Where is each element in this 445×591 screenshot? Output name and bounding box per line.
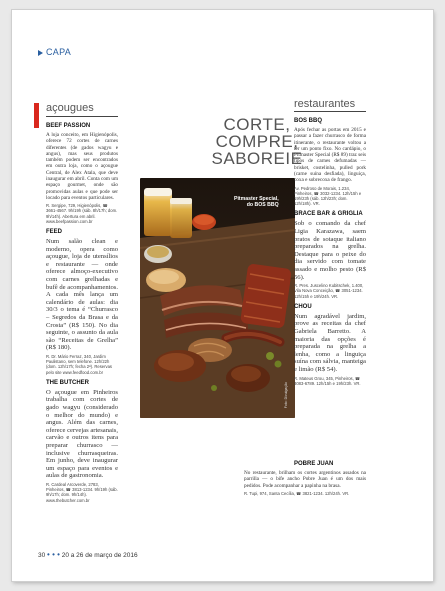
section-title-acougues: açougues <box>46 102 94 114</box>
folio-dots: • • • <box>47 550 60 559</box>
page-number: 30 <box>38 552 46 559</box>
venue-name-bos-bbq: BOS BBQ <box>294 118 323 124</box>
venue-info-feed: R. Dr. Mário Ferraz, 340, Jardim Paulistano, sem telefone. 12h/22h (dom. 12h/17h; fecha 2ª). Reservas pelo site www.feedfood.com.br <box>46 353 113 375</box>
venue-name-feed: FEED <box>46 229 63 236</box>
photo-credit: Foto: Divulgação <box>284 382 288 409</box>
venue-body-chou: Num agradável jardim, prove as receitas da chef Gabriela Barretto. A maioria das opções é preparada na grelha a lenha, como a linguiça suína com sálvia, manteiga e limão (R$ 54). <box>294 312 366 373</box>
feature-title-line-2: COMPRE, <box>215 132 299 151</box>
venue-info-the-butcher: R. Cardeal Arcoverde, 2783, Pinheiros, ☎ 3813-1234. 9h/19h (sáb. 9h/17h; dom. 9h/14h). www.thebutcher.com.br <box>46 481 118 503</box>
section-title-restaurantes: restaurantes <box>294 98 356 110</box>
venue-name-chou: CHOU <box>294 303 312 310</box>
venue-name-brace-bar: BRACE BAR & GRIGLIA <box>294 211 363 218</box>
play-arrow-icon <box>38 50 43 56</box>
left-column <box>46 118 118 508</box>
venue-body-brace-bar: Sob o comando da chef Ligia Karazawa, saem pratos de sotaque italiano preparados na grelha. Destaque para o peixe do dia servido com tomate assado e molho pesto (R$ 56). <box>294 220 366 281</box>
section-nav-label: CAPA <box>46 47 72 57</box>
venue-info-brace-bar: R. Pres. Juscelino Kubitschek, 1.400, Vila Nova Conceição, ☎ 3051-1234. 12h/15h e 19h/24h. VR. <box>294 283 364 299</box>
photo-caption <box>234 196 279 208</box>
photo-caption-venue: do BOS BBQ <box>246 202 279 208</box>
venue-info-chou: R. Mateus Grou, 345, Pinheiros, ☎ 3083-6789. 12h/15h e 19h/23h. VR. <box>294 375 361 386</box>
photo-caption-dish: Pitmaster Special, <box>234 196 279 202</box>
page-folio <box>38 550 138 559</box>
section-accent-bar <box>34 103 39 128</box>
feature-title-line-1: CORTE, <box>223 115 291 134</box>
venue-body-pobre-juan: No restaurante, brilham os cortes argentinos assados na parrilla — o bife ancho Pobre Juan é um dos mais pedidos. Pode acompanhar a papinha na brasa. <box>244 470 366 489</box>
right-column-tail <box>244 456 366 501</box>
section-rule <box>46 116 118 117</box>
venue-body-the-butcher: O açougue em Pinheiros trabalha com cortes de gado wagyu (considerado o melhor do mundo) e angus. Além das carnes, oferece cervejas artesanais, carvão e outros itens para preparar churrasco — inclusive churrasqueiras. Em junho, deve inaugurar um espaço para eventos e aulas de gastronomia. <box>46 388 118 480</box>
magazine-page <box>12 10 433 581</box>
venue-body-beef-passion: A loja conceito, em Higienópolis, oferece 72 cortes de carnes diferentes (de gados wagyu e angus), mas seus produtos também podem ser encontrados em outra loja, como o açougue Central, de Alex Atala, que deve inaugurar em abril. Conta com um espaço gourmet, onde são promovidas aulas e que pode ser locado para eventos particulares. <box>46 132 118 201</box>
section-nav-link[interactable] <box>38 47 71 57</box>
section-rule <box>294 111 366 112</box>
venue-name-beef-passion: BEEF PASSION <box>46 123 91 129</box>
venue-info-pobre-juan: R. Tupi, 974, Santa Cecília, ☎ 3821-1234. 12h/24h. VR. <box>244 490 350 496</box>
venue-body-feed: Num salão clean e moderno, opera como açougue, loja de utensílios e restaurante — onde oferece almoço-executivo com carnes grelhadas e bufê de acompanhamentos. A cada mês lança um calendário de aulas: dia 30/3 o tema é “Churrasco – Segredos da Brasa e da Crosta” (R$ 150). No dia seguinte, o assunto da aula são “Receitas de Grelha” (R$ 180). <box>46 238 118 352</box>
venue-info-beef-passion: R. Sergipe, 729, Higienópolis, ☎ 3661-4567. 9h/19h (sáb. 8h/17h; dom. 9h/14h). Abertura em abril. www.beefpassion.com.br <box>46 203 118 224</box>
bbq-platter-photo <box>140 178 295 418</box>
feature-title-line-3: SABOREIE <box>211 149 303 168</box>
venue-info-bos-bbq: Av. Pedroso de Morais, 1.234, Pinheiros, ☎ 3032-1234. 12h/15h e 19h/23h (sáb. 12h/23h; dom. 12h/18h). VR. <box>294 185 362 207</box>
venue-name-pobre-juan: POBRE JUAN <box>294 461 334 467</box>
right-column <box>294 113 366 391</box>
issue-date: 20 a 26 de março de 2016 <box>61 552 138 559</box>
venue-name-the-butcher: THE BUTCHER <box>46 379 89 386</box>
venue-body-bos-bbq: Após fechar as portas em 2015 e passar a fazer churrasco de forma itinerante, o restaurante voltou a ter um ponto fixo. No cardápio, o Pitmaster Special (R$ 89) traz seis tipos de carnes defumadas — brisket, costelinha, pulled pork (carne suína desfiada), linguiça, coxa e sobrecoxa de frango. <box>294 127 366 184</box>
